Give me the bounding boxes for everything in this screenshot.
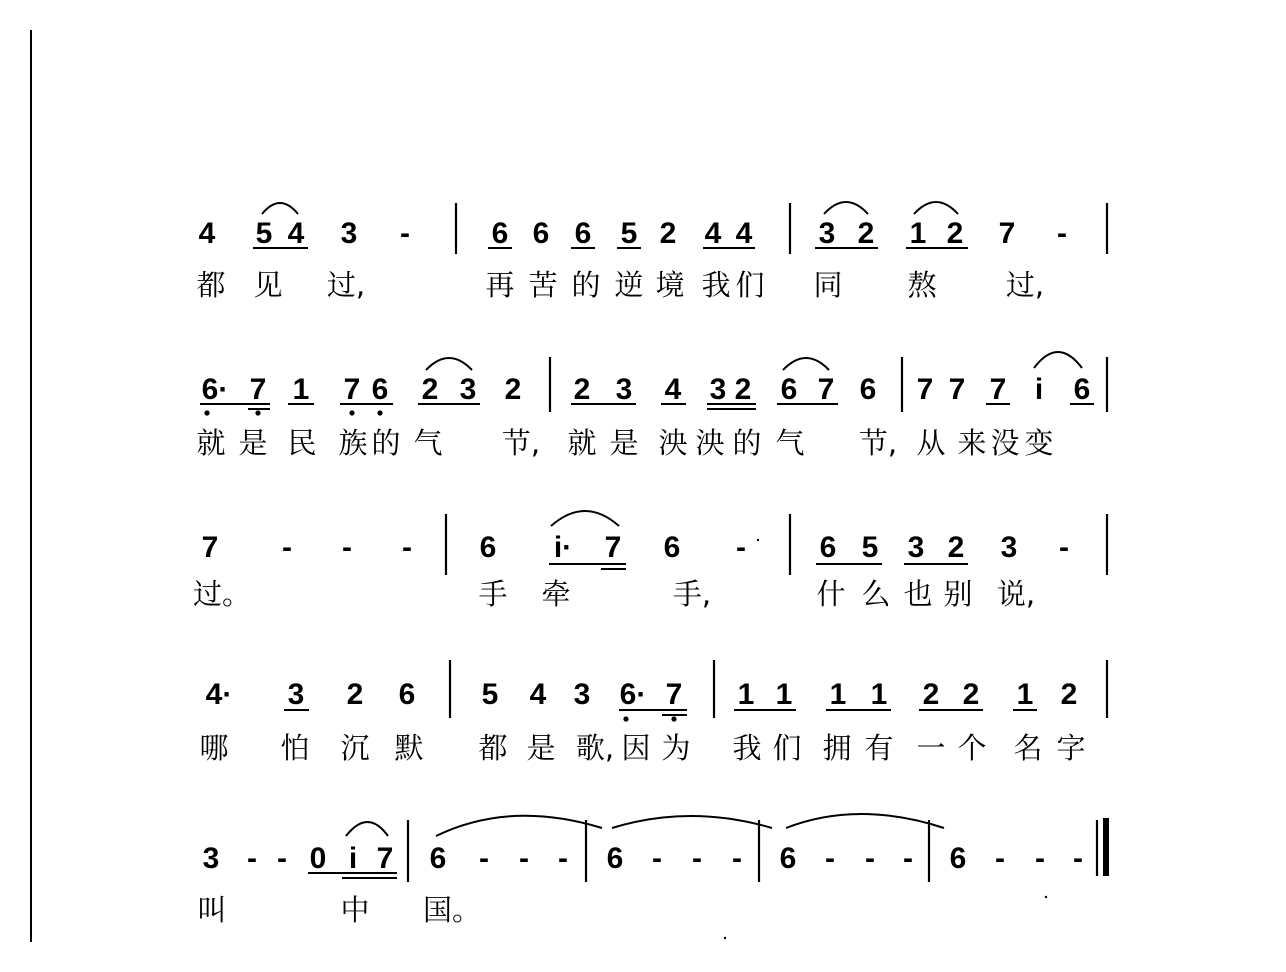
lyric: 手: [478, 577, 508, 611]
lyric: 见: [253, 268, 283, 302]
note: -: [736, 531, 746, 564]
note: 2: [1060, 678, 1078, 711]
lyric: 们: [772, 731, 802, 765]
note: 2: [659, 217, 677, 250]
lyric: 过。: [192, 577, 252, 611]
note: 2: [962, 678, 980, 711]
note: 6: [779, 842, 797, 875]
note: -: [652, 842, 662, 875]
note: 2: [504, 373, 522, 406]
note: 7: [376, 842, 394, 875]
note: 6: [398, 678, 416, 711]
slur: [612, 816, 772, 828]
note: 6: [1073, 373, 1091, 406]
lyric: 歌,: [575, 731, 615, 765]
lyric: 别: [943, 577, 973, 611]
note: 7: [948, 373, 966, 406]
note: 2: [922, 678, 940, 711]
note: -: [558, 842, 568, 875]
lyric: 也: [903, 577, 933, 611]
note: 2: [947, 531, 965, 564]
note: 1: [292, 373, 310, 406]
lyric: 因: [621, 731, 651, 765]
note: -: [995, 842, 1005, 875]
lyric: 节,: [858, 426, 898, 460]
note: 5: [620, 217, 638, 250]
lyric: 我: [701, 268, 731, 302]
lyric: 熬: [907, 268, 937, 302]
note: 6: [574, 217, 592, 250]
note: 7: [916, 373, 934, 406]
lyric: 牵: [541, 577, 571, 611]
note: 3: [615, 373, 633, 406]
note: -: [825, 842, 835, 875]
note: 6: [371, 373, 389, 406]
note: 6: [819, 531, 837, 564]
note: -: [1073, 842, 1083, 875]
lyric: 哪: [199, 731, 229, 765]
note: 2: [573, 373, 591, 406]
note: -: [402, 531, 412, 564]
note: 6: [491, 217, 509, 250]
note: 6: [532, 217, 550, 250]
low-octave-dot: [377, 410, 382, 415]
lyric: 中: [340, 893, 370, 927]
note: 3: [287, 678, 305, 711]
note: 5: [255, 217, 273, 250]
slur: [914, 202, 958, 214]
lyric: 变: [1024, 426, 1054, 460]
note: 3: [709, 373, 727, 406]
speck: [724, 937, 726, 939]
low-octave-dot: [204, 410, 209, 415]
note: 4: [529, 678, 547, 711]
lyric: 说,: [996, 577, 1036, 611]
lyric: 泱: [658, 426, 688, 460]
lyric: 手,: [672, 577, 712, 611]
lyric: 族: [338, 426, 368, 460]
note: -: [400, 217, 410, 250]
note: 2: [734, 373, 752, 406]
lyric: 来: [957, 426, 987, 460]
note: 7: [817, 373, 835, 406]
note: 1: [870, 678, 888, 711]
lyric: 的: [571, 268, 601, 302]
lyric: 再: [485, 268, 515, 302]
note: 4: [287, 217, 305, 250]
note: 3: [459, 373, 477, 406]
low-octave-dot: [255, 410, 260, 415]
note: 4·: [205, 678, 233, 711]
note: 7: [604, 531, 622, 564]
note: 6·: [201, 373, 229, 406]
lyric: 个: [957, 731, 987, 765]
lyric: 怕: [280, 731, 310, 765]
lyric: 没: [990, 426, 1020, 460]
lyric: 字: [1056, 731, 1086, 765]
note: 7: [343, 373, 361, 406]
note: 6·: [619, 678, 647, 711]
low-octave-dot: [349, 410, 354, 415]
note: 6: [663, 531, 681, 564]
final-bar-line: [1103, 818, 1109, 876]
low-octave-dot: [623, 716, 628, 721]
lyric: 苦: [528, 268, 558, 302]
lyric: 么: [861, 577, 891, 611]
lyric: 就: [567, 426, 597, 460]
note: 3: [340, 217, 358, 250]
note: 6: [949, 842, 967, 875]
slur: [436, 816, 602, 836]
note: -: [732, 842, 742, 875]
note: 4: [664, 373, 682, 406]
note: 0: [309, 842, 327, 875]
note: -: [1035, 842, 1045, 875]
lyric: 泱: [695, 426, 725, 460]
lyric: 气: [413, 426, 443, 460]
slur: [783, 358, 829, 370]
note: -: [692, 842, 702, 875]
lyric: 气: [775, 426, 805, 460]
note: -: [479, 842, 489, 875]
note: 2: [857, 217, 875, 250]
speck: [757, 539, 759, 541]
note: i: [1034, 373, 1044, 406]
lyric: 什: [816, 577, 846, 611]
note: 1: [737, 678, 755, 711]
lyric: 我: [732, 731, 762, 765]
note: 6: [780, 373, 798, 406]
note: -: [342, 531, 352, 564]
lyric: 是: [609, 426, 639, 460]
note: 6: [859, 373, 877, 406]
lyric: 拥: [822, 731, 852, 765]
lyric: 境: [655, 268, 685, 302]
lyric: 沉: [340, 731, 370, 765]
lyric: 过,: [326, 268, 366, 302]
note: 5: [481, 678, 499, 711]
note: 7: [998, 217, 1016, 250]
slur: [551, 511, 619, 526]
lyric: 逆: [614, 268, 644, 302]
lyric: 为: [661, 731, 691, 765]
lyric: 同: [813, 268, 843, 302]
note: i·: [553, 531, 573, 564]
note: 3: [573, 678, 591, 711]
note: 1: [1016, 678, 1034, 711]
note: 6: [479, 531, 497, 564]
note: 2: [421, 373, 439, 406]
lyric: 的: [732, 426, 762, 460]
note: 7: [201, 531, 219, 564]
slur: [824, 202, 868, 214]
note: 6: [429, 842, 447, 875]
note: 3: [202, 842, 220, 875]
note: -: [519, 842, 529, 875]
note: 4: [704, 217, 722, 250]
note: i: [348, 842, 358, 875]
note: 1: [775, 678, 793, 711]
lyric: 是: [526, 731, 556, 765]
lyric: 一: [916, 731, 946, 765]
note: 3: [907, 531, 925, 564]
note: 4: [735, 217, 753, 250]
note: -: [247, 842, 257, 875]
lyric: 就: [196, 426, 226, 460]
note: 7: [249, 373, 267, 406]
lyric: 过,: [1005, 268, 1045, 302]
lyric: 从: [916, 426, 946, 460]
note: 2: [946, 217, 964, 250]
note: 3: [818, 217, 836, 250]
lyric: 节,: [501, 426, 541, 460]
note: -: [865, 842, 875, 875]
note: -: [1057, 217, 1067, 250]
note: -: [903, 842, 913, 875]
lyric: 默: [394, 731, 424, 765]
slur: [262, 203, 298, 214]
note: 6: [606, 842, 624, 875]
note: -: [1059, 531, 1069, 564]
note: 1: [909, 217, 927, 250]
speck: [1045, 896, 1047, 898]
slur: [786, 814, 944, 828]
note: 3: [1000, 531, 1018, 564]
note: -: [282, 531, 292, 564]
lyric: 国。: [422, 893, 482, 927]
low-octave-dot: [671, 716, 676, 721]
lyric: 都: [478, 731, 508, 765]
lyric: 都: [196, 268, 226, 302]
lyric: 民: [287, 426, 317, 460]
note: 7: [665, 678, 683, 711]
slur: [1034, 352, 1082, 368]
lyric: 们: [735, 268, 765, 302]
lyric: 叫: [197, 893, 227, 927]
note: 5: [861, 531, 879, 564]
note: -: [277, 842, 287, 875]
lyric: 有: [864, 731, 894, 765]
lyric: 的: [371, 426, 401, 460]
slur: [346, 822, 388, 836]
note: 2: [346, 678, 364, 711]
lyric: 是: [238, 426, 268, 460]
note: 1: [829, 678, 847, 711]
lyric: 名: [1013, 731, 1043, 765]
note: 4: [198, 217, 216, 250]
note: 7: [989, 373, 1007, 406]
slur: [426, 358, 472, 370]
